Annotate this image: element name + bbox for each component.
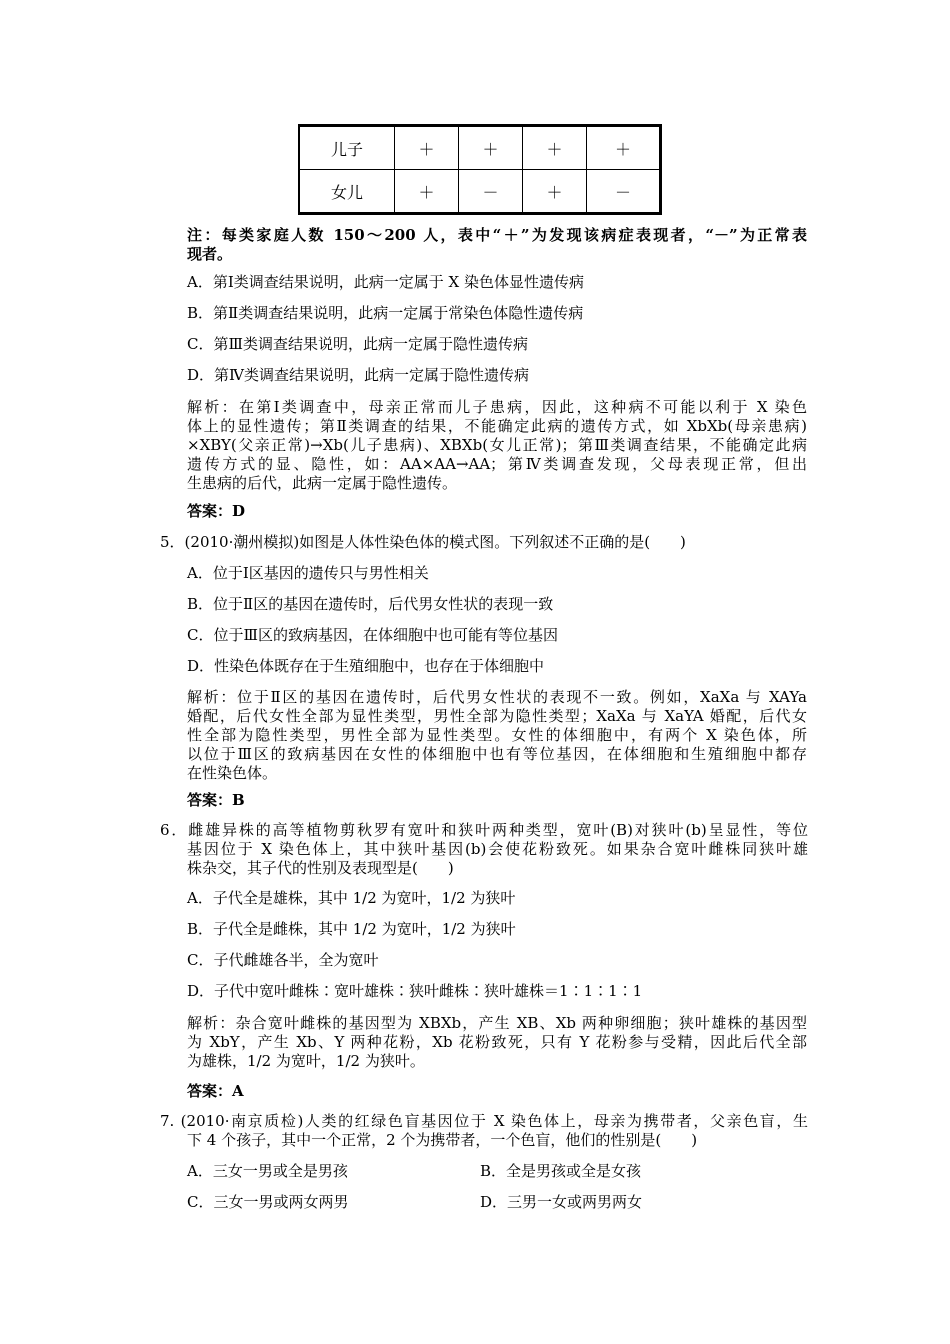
answer: 答案：D — [187, 502, 246, 520]
table-note: 注：每类家庭人数 150～200 人，表中“＋”为发现该病症表现者，“－”为正常表 — [187, 226, 807, 244]
explanation: 婚配，后代女性全部为显性类型，男性全部为隐性类型；XaXa 与 XaYA 婚配，后代女 — [187, 707, 807, 725]
question-stem: 6．雌雄异株的高等植物剪秋罗有宽叶和狭叶两种类型，宽叶(B)对狭叶(b)呈显性，等位 — [160, 821, 808, 839]
explanation: 为 XbY，产生 Xb、Y 两种花粉，Xb 花粉致死，只有 Y 花粉参与受精，因此后代全部 — [187, 1033, 807, 1051]
table-cell: ＋ — [523, 170, 587, 214]
option-d: D．三男一女或两男两女 — [480, 1193, 643, 1211]
table-cell: － — [587, 170, 661, 214]
table-cell: ＋ — [395, 170, 459, 214]
answer: 答案：A — [187, 1082, 244, 1100]
explanation: 体上的显性遗传；第Ⅱ类调查的结果，不能确定此病的遗传方式，如 XbXb(母亲患病) — [187, 417, 807, 435]
table-note: 现者。 — [187, 245, 233, 263]
table-cell: － — [459, 170, 523, 214]
explanation: 为雄株，1/2 为宽叶，1/2 为狭叶。 — [187, 1052, 425, 1070]
explanation: 解析：位于Ⅱ区的基因在遗传时，后代男女性状的表现不一致。例如，XaXa 与 XAYa — [187, 688, 807, 706]
option-a: A．三女一男或全是男孩 — [187, 1162, 348, 1180]
option-d: D．性染色体既存在于生殖细胞中，也存在于体细胞中 — [187, 657, 545, 675]
question-stem: 7. (2010·南京质检)人类的红绿色盲基因位于 X 染色体上，母亲为携带者，父亲色盲，生 — [160, 1112, 808, 1130]
question-stem: 5．(2010·潮州模拟)如图是人体性染色体的模式图。下列叙述不正确的是( ) — [160, 533, 686, 551]
explanation: 在性染色体。 — [187, 764, 278, 782]
explanation: 遗传方式的显、隐性，如：AA×AA→AA；第Ⅳ类调查发现，父母表现正常，但出 — [187, 455, 807, 473]
explanation: 性全部为隐性类型，男性全部为显性类型。女性的体细胞中，有两个 X 染色体，所 — [187, 726, 807, 744]
option-a: A．第Ⅰ类调查结果说明，此病一定属于 X 染色体显性遗传病 — [187, 273, 584, 291]
explanation: 解析：在第Ⅰ类调查中，母亲正常而儿子患病，因此，这种病不可能以利于 X 染色 — [187, 398, 807, 416]
explanation: 以位于Ⅲ区的致病基因在女性的体细胞中也有等位基因，在体细胞和生殖细胞中都存 — [187, 745, 807, 763]
question-stem: 基因位于 X 染色体上，其中狭叶基因(b)会使花粉致死。如果杂合宽叶雌株同狭叶雄 — [187, 840, 808, 858]
option-c: C．第Ⅲ类调查结果说明，此病一定属于隐性遗传病 — [187, 335, 528, 353]
table-cell: ＋ — [587, 126, 661, 170]
answer: 答案：B — [187, 791, 245, 809]
survey-table — [298, 124, 662, 215]
row-label: 女儿 — [299, 170, 395, 214]
option-c: C．位于Ⅲ区的致病基因，在体细胞中也可能有等位基因 — [187, 626, 558, 644]
option-b: B．全是男孩或全是女孩 — [480, 1162, 642, 1180]
question-stem: 下 4 个孩子，其中一个正常，2 个为携带者，一个色盲，他们的性别是( ) — [187, 1131, 698, 1149]
option-b: B．位于Ⅱ区的基因在遗传时，后代男女性状的表现一致 — [187, 595, 554, 613]
explanation: ×XBY(父亲正常)→Xb(儿子患病)、XBXb(女儿正常)；第Ⅲ类调查结果，不能确定此病 — [187, 436, 807, 454]
option-d: D．子代中宽叶雌株∶宽叶雄株∶狭叶雌株∶狭叶雄株＝1∶1∶1∶1 — [187, 982, 643, 1000]
table-cell: ＋ — [459, 126, 523, 170]
table-row-daughter — [299, 170, 661, 214]
table-cell: ＋ — [523, 126, 587, 170]
table-cell: ＋ — [395, 126, 459, 170]
option-b: B．子代全是雌株，其中 1/2 为宽叶，1/2 为狭叶 — [187, 920, 516, 938]
row-label: 儿子 — [299, 126, 395, 170]
table-row-son — [299, 126, 661, 170]
explanation: 解析：杂合宽叶雌株的基因型为 XBXb，产生 XB、Xb 两种卵细胞；狭叶雄株的基因型 — [187, 1014, 807, 1032]
option-c: C．三女一男或两女两男 — [187, 1193, 349, 1211]
option-c: C．子代雌雄各半，全为宽叶 — [187, 951, 379, 969]
question-stem: 株杂交，其子代的性别及表现型是( ) — [187, 859, 454, 877]
option-d: D．第Ⅳ类调查结果说明，此病一定属于隐性遗传病 — [187, 366, 530, 384]
option-a: A．位于Ⅰ区基因的遗传只与男性相关 — [187, 564, 429, 582]
explanation: 生患病的后代，此病一定属于隐性遗传。 — [187, 474, 458, 492]
option-b: B．第Ⅱ类调查结果说明，此病一定属于常染色体隐性遗传病 — [187, 304, 584, 322]
option-a: A．子代全是雄株，其中 1/2 为宽叶，1/2 为狭叶 — [187, 889, 516, 907]
